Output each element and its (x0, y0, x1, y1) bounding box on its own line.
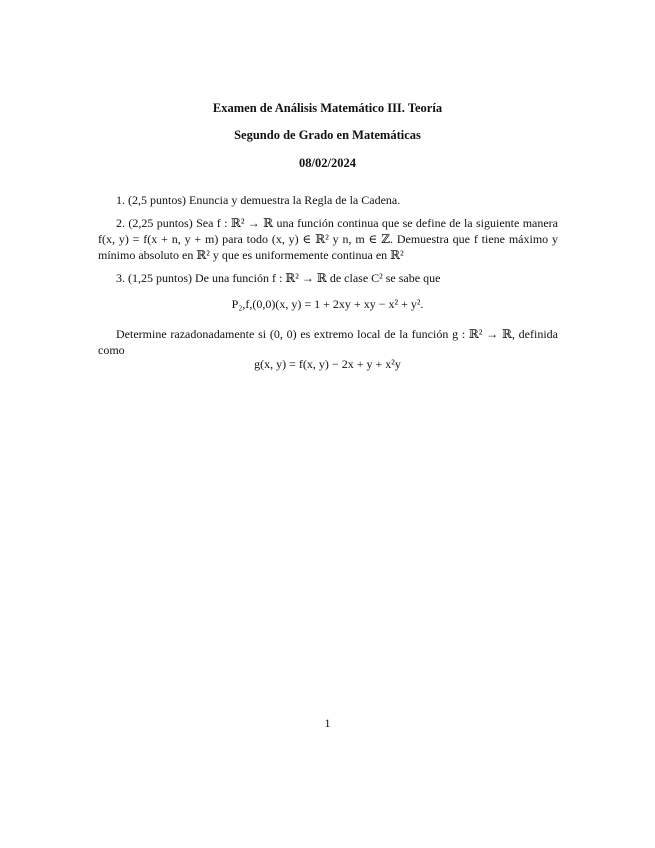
question-3-formula-g: g(x, y) = f(x, y) − 2x + y + x²y (254, 357, 401, 371)
exam-subtitle: Segundo de Grado en Matemáticas (234, 128, 421, 142)
exam-date: 08/02/2024 (299, 156, 356, 170)
exam-title: Examen de Análisis Matemático III. Teoría (212, 101, 443, 115)
page-number: 1 (324, 716, 331, 730)
question-3: 3. (1,25 puntos) De una función f : ℝ² → ℝ de clase C² se sabe que (116, 271, 441, 285)
question-2: 2. (2,25 puntos) Sea f : ℝ² → ℝ una función continua que se define de la siguiente manera f(x, y) = f(x + n, y + m) para todo (x, y) ∈ ℝ² y n, m ∈ ℤ. Demuestra que f tiene máximo y mínimo absoluto en ℝ² y que es uniformemente continua en ℝ² (98, 216, 558, 262)
question-3-followup: Determine razadonadamente si (0, 0) es extremo local de la función g : ℝ² → ℝ, definida como (98, 327, 558, 357)
question-1: 1. (2,5 puntos) Enuncia y demuestra la Regla de la Cadena. (116, 193, 401, 207)
question-3-formula: P₂,f,(0,0)(x, y) = 1 + 2xy + xy − x² + y². (231, 297, 424, 311)
